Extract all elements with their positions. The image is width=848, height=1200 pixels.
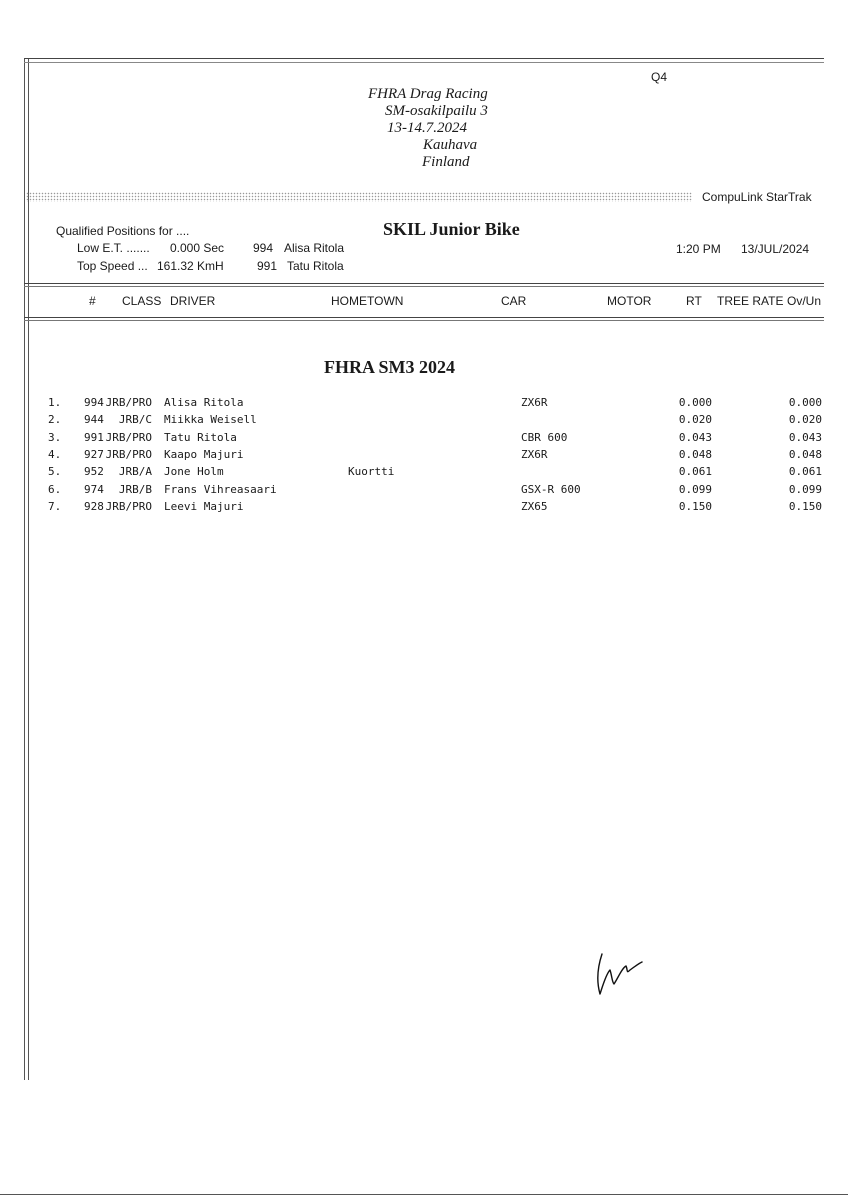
row-car: ZX65 (521, 499, 548, 513)
row-rt: 0.043 (678, 430, 712, 444)
row-rt: 0.048 (678, 447, 712, 461)
low-et-value: 0.000 Sec (170, 241, 225, 255)
event-name: FHRA Drag Racing (368, 86, 488, 102)
event-dates: 13-14.7.2024 (387, 120, 467, 136)
row-class: JRB/C (118, 413, 152, 427)
row-driver: Jone Holm (164, 465, 224, 479)
table-row (0, 500, 848, 517)
row-ovun: 0.043 (788, 430, 822, 444)
row-car-number: 974 (84, 482, 104, 496)
top-border (24, 58, 824, 59)
event-subtitle: SM-osakilpailu 3 (385, 103, 488, 119)
row-position: 4. (48, 447, 62, 461)
row-position: 2. (48, 413, 62, 427)
row-class: JRB/B (118, 482, 152, 496)
col-ovun: Ov/Un (787, 294, 822, 308)
row-car-number: 991 (84, 430, 104, 444)
row-position: 5. (48, 465, 62, 479)
low-et-car: 994 (253, 241, 274, 255)
row-driver: Leevi Majuri (164, 499, 244, 513)
row-ovun: 0.150 (788, 499, 822, 513)
left-border-outer (24, 58, 25, 1080)
class-title: SKIL Junior Bike (383, 219, 520, 239)
report-date: 13/JUL/2024 (741, 242, 810, 256)
row-ovun: 0.020 (788, 413, 822, 427)
header-rule-bottom (24, 317, 824, 318)
row-driver: Tatu Ritola (164, 430, 237, 444)
col-num: # (89, 294, 96, 308)
top-speed-label: Top Speed ... (77, 259, 148, 273)
row-car: ZX6R (521, 396, 548, 409)
section-title: FHRA SM3 2024 (324, 357, 456, 377)
top-speed-driver: Tatu Ritola (287, 259, 344, 273)
footer-rule (0, 1194, 848, 1195)
row-position: 1. (48, 396, 62, 409)
top-speed-value: 161.32 KmH (157, 259, 224, 273)
row-class: JRB/PRO (105, 447, 152, 461)
header-rule-top-2 (24, 286, 824, 287)
event-city: Kauhava (423, 137, 478, 153)
row-car-number: 928 (84, 499, 104, 513)
row-driver: Alisa Ritola (164, 396, 244, 409)
row-rt: 0.099 (678, 482, 712, 496)
qualified-label: Qualified Positions for .... (56, 224, 190, 238)
signature-icon (592, 940, 652, 1000)
row-car: ZX6R (521, 447, 548, 461)
row-class: JRB/A (118, 465, 152, 479)
low-et-driver: Alisa Ritola (284, 241, 345, 255)
report-time: 1:20 PM (676, 242, 721, 256)
row-position: 7. (48, 499, 62, 513)
row-driver: Miikka Weisell (164, 413, 257, 427)
col-hometown: HOMETOWN (331, 294, 404, 308)
table-row (0, 431, 848, 448)
row-class: JRB/PRO (105, 396, 152, 409)
row-ovun: 0.061 (788, 465, 822, 479)
row-class: JRB/PRO (105, 499, 152, 513)
header-rule-bottom-2 (24, 320, 824, 321)
row-ovun: 0.048 (788, 447, 822, 461)
col-motor: MOTOR (607, 294, 652, 308)
row-car-number: 944 (84, 413, 104, 427)
row-car-number: 994 (84, 396, 104, 409)
table-row (0, 448, 848, 465)
qualifying-round: Q4 (651, 70, 668, 84)
row-rt: 0.000 (678, 396, 712, 409)
col-class: CLASS (122, 294, 162, 308)
row-ovun: 0.099 (788, 482, 822, 496)
left-border-inner (28, 58, 29, 1080)
top-border-2 (24, 62, 824, 63)
row-rt: 0.150 (678, 499, 712, 513)
row-ovun: 0.000 (788, 396, 822, 409)
row-hometown: Kuortti (348, 465, 395, 479)
col-car: CAR (501, 294, 527, 308)
row-rt: 0.061 (678, 465, 712, 479)
col-tree-rate: TREE RATE (717, 294, 784, 308)
table-row (0, 483, 848, 500)
row-driver: Kaapo Majuri (164, 447, 244, 461)
row-car-number: 952 (84, 465, 104, 479)
col-driver: DRIVER (170, 294, 216, 308)
row-car: GSX-R 600 (521, 482, 581, 496)
row-car-number: 927 (84, 447, 104, 461)
row-rt: 0.020 (678, 413, 712, 427)
row-car: CBR 600 (521, 430, 568, 444)
table-row (0, 465, 848, 482)
table-row (0, 396, 848, 413)
col-rt: RT (686, 294, 702, 308)
low-et-label: Low E.T. ....... (77, 241, 150, 255)
event-country: Finland (422, 154, 470, 170)
table-row (0, 413, 848, 430)
row-driver: Frans Vihreasaari (164, 482, 277, 496)
top-speed-car: 991 (257, 259, 278, 273)
header-rule-top (24, 283, 824, 284)
dotted-separator (26, 192, 692, 202)
software-label: CompuLink StarTrak (702, 190, 812, 204)
row-position: 3. (48, 430, 62, 444)
row-position: 6. (48, 482, 62, 496)
row-class: JRB/PRO (105, 430, 152, 444)
